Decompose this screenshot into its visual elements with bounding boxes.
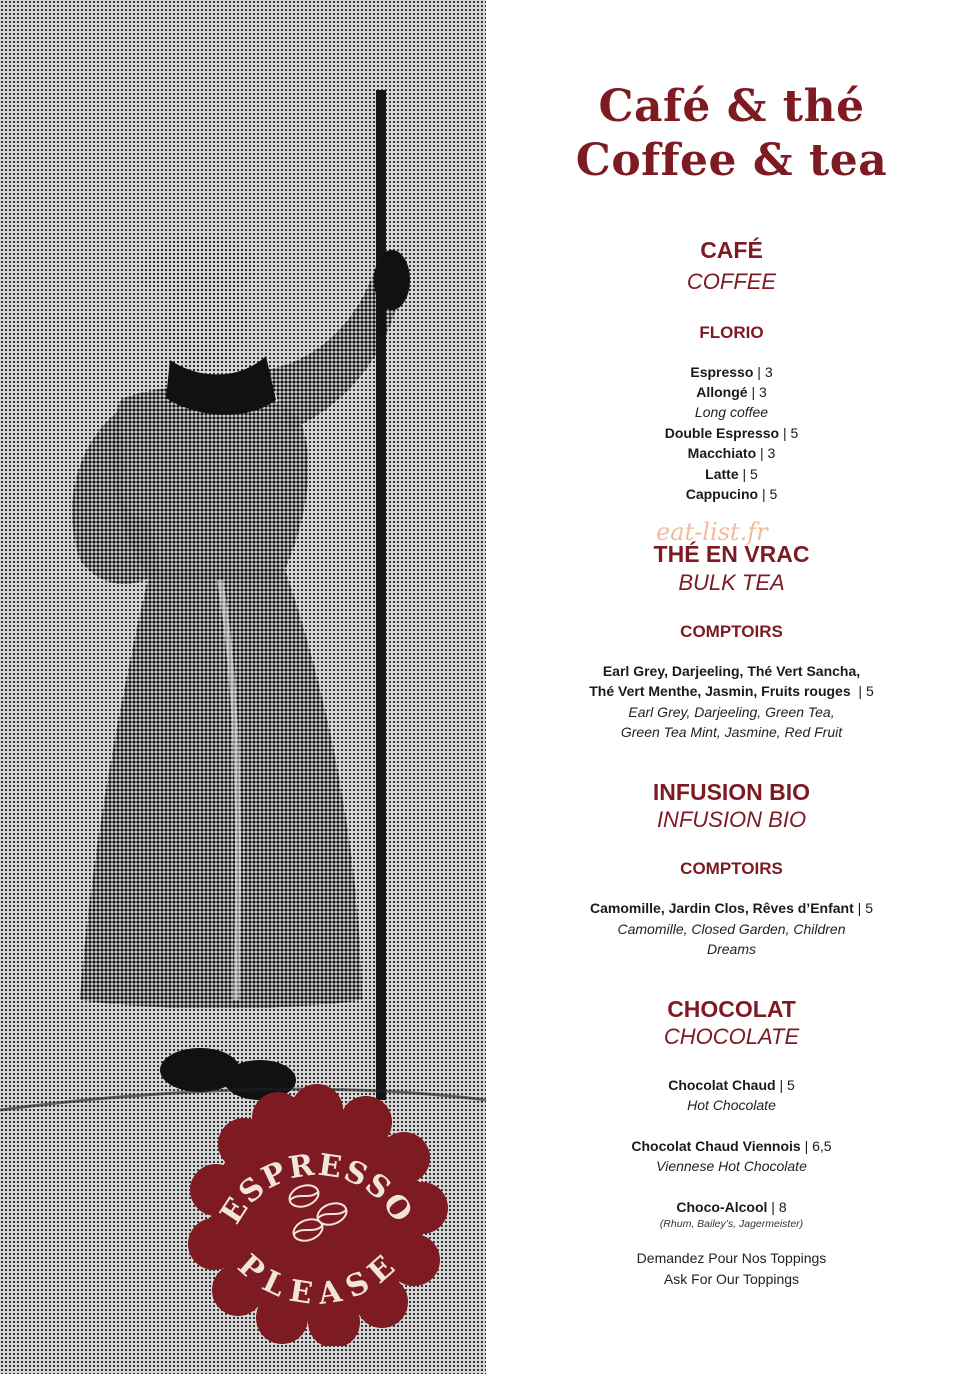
section-subtitle-chocolate: CHOCOLATE bbox=[663, 1024, 800, 1049]
item-price: 5 bbox=[786, 1077, 795, 1093]
menu-item: Chocolat Chaud | 5 bbox=[668, 1077, 795, 1093]
item-name: Espresso bbox=[690, 364, 754, 380]
menu-title-en: Coffee & tea bbox=[575, 135, 888, 186]
section-subtitle-bulk-tea: BULK TEA bbox=[678, 570, 785, 595]
menu-title-fr: Café & thé bbox=[598, 81, 865, 132]
item-name: Earl Grey, Darjeeling, Thé Vert Sancha, bbox=[602, 663, 861, 679]
item-price: 3 bbox=[767, 445, 776, 461]
toppings-fr: Demandez Pour Nos Toppings bbox=[636, 1250, 827, 1266]
item-name: Double Espresso bbox=[664, 425, 780, 441]
menu-item: Thé Vert Menthe, Jasmin, Fruits rouges | 5 bbox=[589, 683, 874, 699]
item-name: Chocolat Chaud Viennois bbox=[631, 1138, 801, 1154]
stamp-line1: ESPRESSO bbox=[213, 1147, 421, 1231]
menu-item: Choco-Alcool | 8 bbox=[676, 1199, 787, 1215]
item-price: 5 bbox=[750, 466, 758, 482]
item-translation: Dreams bbox=[706, 941, 756, 957]
item-price: 3 bbox=[764, 364, 773, 380]
item-price: 5 bbox=[790, 425, 799, 441]
section-subtitle-coffee: COFFEE bbox=[686, 269, 777, 294]
menu-item: Chocolat Chaud Viennois | 6,5 bbox=[631, 1138, 832, 1154]
item-name: Latte bbox=[705, 466, 739, 482]
item-translation: Earl Grey, Darjeeling, Green Tea, bbox=[628, 704, 835, 720]
item-name: Choco-Alcool bbox=[676, 1199, 768, 1215]
item-name: Cappucino bbox=[685, 486, 759, 502]
item-note: (Rhum, Bailey’s, Jagermeister) bbox=[659, 1218, 804, 1230]
item-price: 3 bbox=[758, 384, 767, 400]
item-name: Camomille, Jardin Clos, Rêves d’Enfant bbox=[590, 900, 854, 916]
item-name: Macchiato bbox=[687, 445, 757, 461]
item-translation: Camomille, Closed Garden, Children bbox=[617, 921, 846, 937]
menu-item bbox=[486, 661, 977, 681]
item-translation: Green Tea Mint, Jasmine, Red Fruit bbox=[620, 724, 843, 740]
item-translation: Viennese Hot Chocolate bbox=[656, 1158, 807, 1174]
section-subtitle-infusion: INFUSION BIO bbox=[656, 807, 807, 832]
menu-item: Double Espresso | 5 bbox=[664, 425, 799, 441]
espresso-please-stamp bbox=[186, 1084, 448, 1346]
svg-text:PLEASE bbox=[231, 1248, 403, 1312]
item-name: Thé Vert Menthe, Jasmin, Fruits rouges bbox=[589, 683, 851, 699]
stamp-line2: PLEASE bbox=[230, 1247, 404, 1313]
menu-column bbox=[486, 0, 977, 1374]
section-title-the: THÉ EN VRAC bbox=[653, 541, 810, 567]
brand-comptoirs: COMPTOIRS bbox=[680, 859, 783, 878]
stamp-text-layer bbox=[186, 1084, 448, 1346]
section-title-infusion: INFUSION BIO bbox=[652, 779, 811, 805]
item-name: Allongé bbox=[696, 384, 748, 400]
item-price: 5 bbox=[865, 683, 874, 699]
item-price: 6,5 bbox=[812, 1138, 832, 1154]
coffee-beans-icon bbox=[286, 1181, 349, 1244]
brand-florio: FLORIO bbox=[699, 323, 764, 342]
item-translation: Hot Chocolate bbox=[687, 1097, 776, 1113]
section-title-cafe: CAFÉ bbox=[700, 237, 763, 263]
menu-item: Cappucino | 5 bbox=[685, 486, 778, 502]
menu-item: Macchiato | 3 bbox=[687, 445, 776, 461]
menu-item: Allongé | 3 bbox=[696, 384, 767, 400]
item-translation: Long coffee bbox=[694, 404, 769, 420]
brand-comptoirs: COMPTOIRS bbox=[680, 622, 783, 641]
toppings-en: Ask For Our Toppings bbox=[663, 1271, 800, 1287]
item-price: 8 bbox=[778, 1199, 787, 1215]
menu-item: Latte | 5 bbox=[705, 466, 758, 482]
item-price: 5 bbox=[865, 900, 873, 916]
item-name: Chocolat Chaud bbox=[668, 1077, 776, 1093]
watermark: eat-list.fr bbox=[656, 518, 768, 546]
menu-item: Camomille, Jardin Clos, Rêves d’Enfant | 5 bbox=[590, 900, 873, 916]
item-price: 5 bbox=[769, 486, 778, 502]
menu-item: Espresso | 3 bbox=[690, 364, 773, 380]
section-title-chocolat: CHOCOLAT bbox=[667, 996, 796, 1022]
